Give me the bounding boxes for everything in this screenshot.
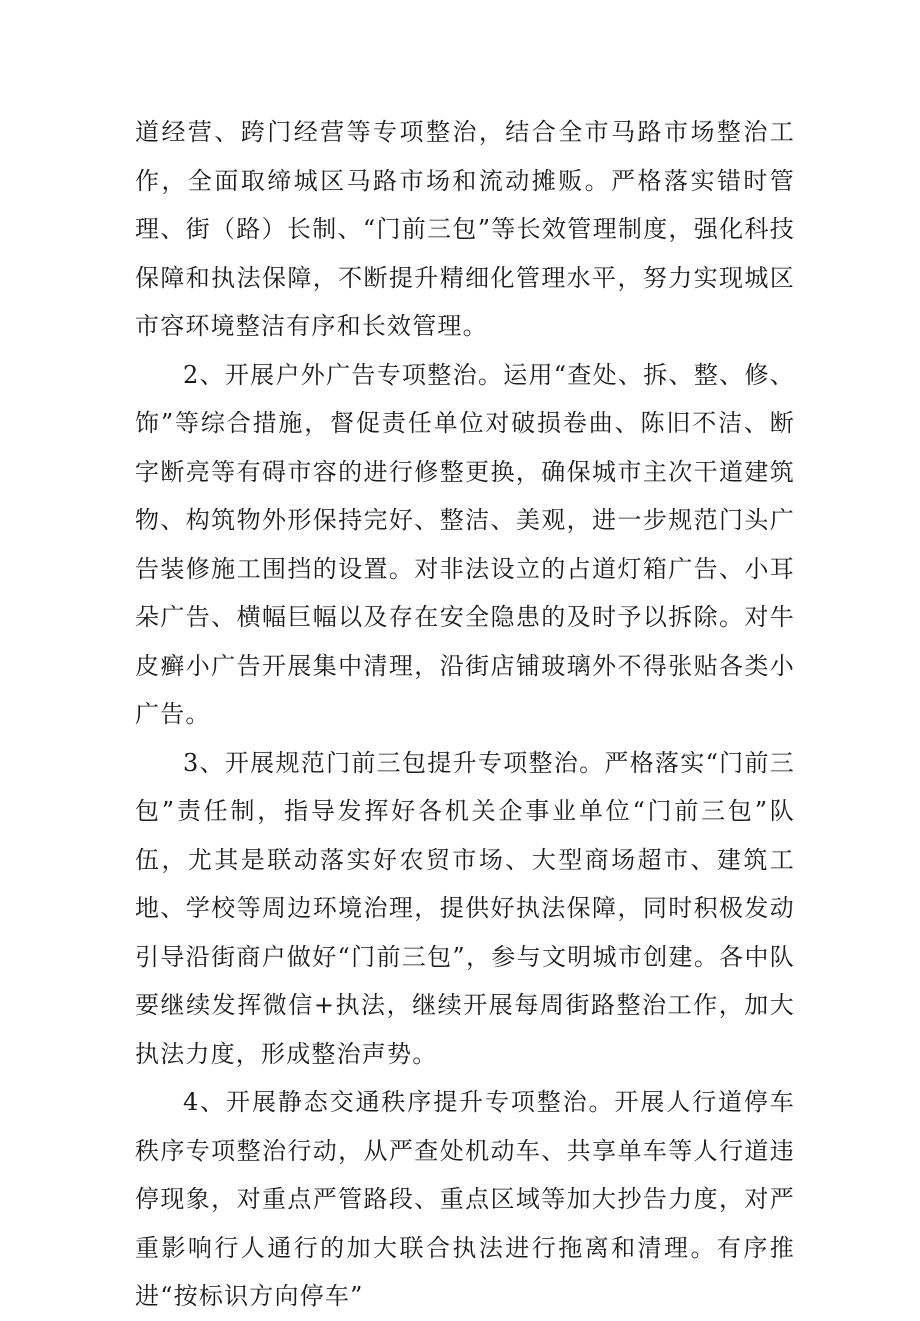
paragraph-storefront-responsibility: 3、开展规范门前三包提升专项整治。严格落实“门前三包”责任制，指导发挥好各机关企事业单位“门前三包”队伍，尤其是联动落实好农贸市场、大型商场超市、建筑工地、学校等周边环境治理，提供好执法保障，同时积极发动引导沿街商户做好“门前三包”，参与文明城市创建。各中队要继续发挥微信+执法，继续开展每周街路整治工作，加大执法力度，形成整治声势。 <box>135 748 795 1068</box>
paragraph-static-traffic: 4、开展静态交通秩序提升专项整治。开展人行道停车秩序专项整治行动，从严查处机动车、共享单车等人行道违停现象，对重点严管路段、重点区域等加大抄告力度，对严重影响行人通行的加大联合执法进行拖离和清理。有序推进“按标识方向停车” <box>135 1088 795 1310</box>
paragraph-continuation: 道经营、跨门经营等专项整治，结合全市马路市场整治工作，全面取缔城区马路市场和流动摊贩。严格落实错时管理、街（路）长制、“门前三包”等长效管理制度，强化科技保障和执法保障，不断提升精细化管理水平，努力实现城区市容环境整洁有序和长效管理。 <box>135 118 795 340</box>
document-body <box>135 108 795 1321</box>
paragraph-outdoor-ads: 2、开展户外广告专项整治。运用“查处、拆、整、修、饰”等综合措施，督促责任单位对破损卷曲、陈旧不洁、断字断亮等有碍市容的进行修整更换，确保城市主次干道建筑物、构筑物外形保持完好、整洁、美观，进一步规范门头广告装修施工围挡的设置。对非法设立的占道灯箱广告、小耳朵广告、横幅巨幅以及存在安全隐患的及时予以拆除。对牛皮癣小广告开展集中清理，沿街店铺玻璃外不得张贴各类小广告。 <box>135 360 795 728</box>
